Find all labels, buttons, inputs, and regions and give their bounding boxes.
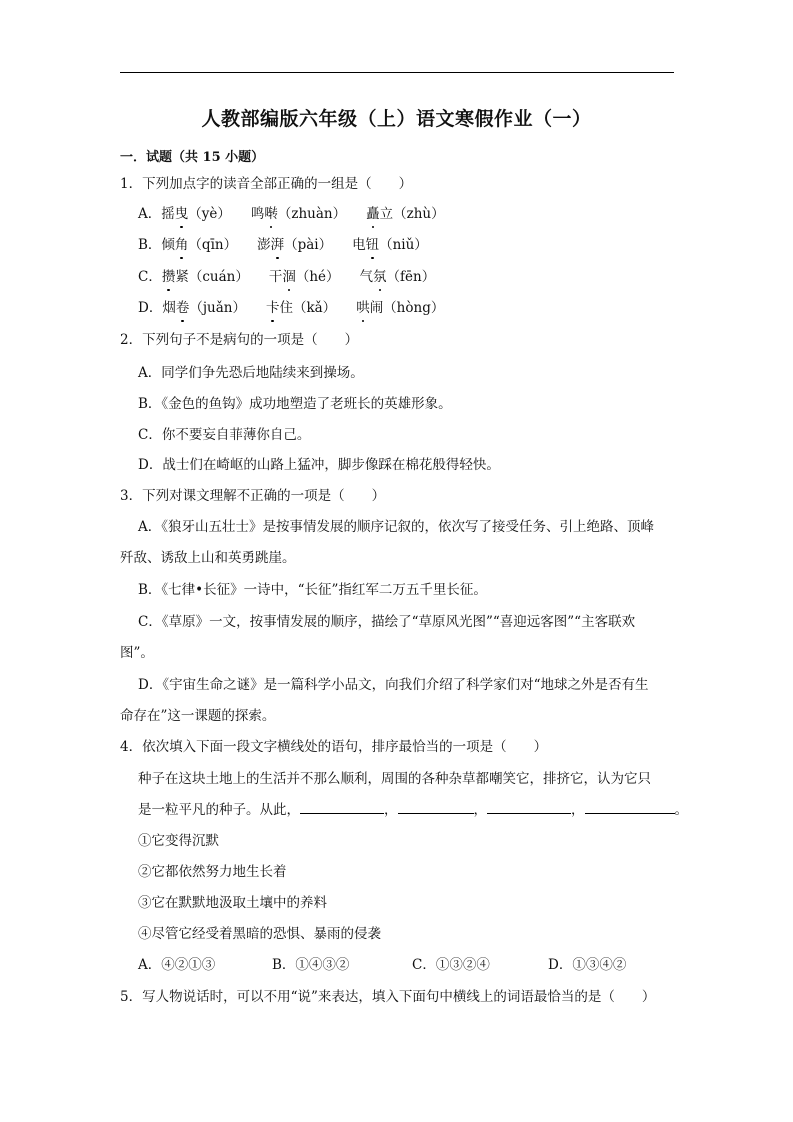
question-4-option-c[interactable]: C．①③②④: [412, 957, 490, 973]
emphasis-dot-char: 湃: [270, 237, 285, 253]
emphasis-dot-char: 角: [174, 237, 189, 253]
emphasis-dot-char: 涸: [282, 269, 296, 285]
section-heading: 一．试题（共 15 小题）: [120, 150, 265, 165]
question-4-option-d[interactable]: D．①③④②: [548, 957, 627, 973]
question-2-option-d[interactable]: D．战士们在崎岖的山路上猛冲，脚步像踩在棉花般得轻快。: [138, 457, 500, 473]
emphasis-dot-char: 钮: [365, 237, 380, 253]
question-3-option-a[interactable]: A．《狼牙山五壮士》是按事情发展的顺序记叙的，依次写了接受任务、引上绝路、顶峰: [138, 519, 654, 535]
question-3-option-c-continued: 图”。: [120, 645, 154, 661]
question-1-option-d[interactable]: D．烟卷（juǎn） 卡住（kǎ） 哄闹（hòng）: [138, 300, 445, 316]
blank-line-1[interactable]: [300, 801, 384, 814]
question-1-option-b[interactable]: B．倾角（qīn） 澎湃（pài） 电钮（niǔ）: [138, 237, 428, 253]
question-3-option-a-continued: 歼敌、诱敌上山和英勇跳崖。: [120, 550, 296, 566]
question-2-stem: 2．下列句子不是病句的一项是（ ）: [120, 332, 359, 348]
question-4-sentence-2: ②它都依然努力地生长着: [138, 864, 287, 880]
question-4-stem: 4．依次填入下面一段文字横线处的语句，排序最恰当的一项是（ ）: [120, 739, 548, 755]
question-1-option-c[interactable]: C．攒紧（cuán） 干涸（hé） 气氛（fēn）: [138, 269, 436, 285]
question-3-option-d[interactable]: D．《宇宙生命之谜》是一篇科学小品文，向我们介绍了科学家们对“地球之外是否有生: [138, 677, 649, 693]
emphasis-dot-char: 矗: [366, 206, 380, 222]
question-3-stem: 3．下列对课文理解不正确的一项是（ ）: [120, 488, 386, 504]
emphasis-dot-char: 氛: [373, 269, 387, 285]
question-1-stem: 1．下列加点字的读音全部正确的一组是（ ）: [120, 176, 413, 192]
emphasis-dot-char: 哄: [356, 300, 370, 316]
question-4-sentence-1: ①它变得沉默: [138, 833, 219, 849]
question-3-option-d-continued: 命存在”这一课题的探索。: [120, 708, 276, 724]
question-4-sentence-3: ③它在默默地汲取土壤中的养料: [138, 895, 327, 911]
question-4-passage-line-2: 是一粒平凡的种子。从此， ， ， ， 。: [138, 802, 688, 818]
blank-line-3[interactable]: [487, 801, 571, 814]
page-title: 人教部编版六年级（上）语文寒假作业（一）: [201, 108, 592, 130]
blank-line-4[interactable]: [585, 801, 675, 814]
question-4-sentence-4: ④尽管它经受着黑暗的恐惧、暴雨的侵袭: [138, 926, 381, 942]
question-2-option-c[interactable]: C．你不要妄自菲薄你自己。: [138, 427, 311, 443]
question-1-option-a[interactable]: A．摇曳（yè） 鸣啭（zhuàn） 矗立（zhù）: [138, 206, 445, 222]
question-5-stem: 5．写人物说话时，可以不用“说”来表达，填入下面句中横线上的词语最恰当的是（ ）: [120, 989, 656, 1005]
blank-line-2[interactable]: [398, 801, 474, 814]
question-2-option-a[interactable]: A．同学们争先恐后地陆续来到操场。: [138, 365, 364, 381]
question-4-option-a[interactable]: A．④②①③: [138, 957, 216, 973]
emphasis-dot-char: 卷: [175, 300, 190, 316]
emphasis-dot-char: 啭: [264, 206, 278, 222]
question-3-option-b[interactable]: B．《七律•长征》一诗中，“长征”指红军二万五千里长征。: [138, 582, 487, 598]
header-rule: [120, 72, 674, 73]
question-4-passage-line-1: 种子在这块土地上的生活并不那么顺利，周围的各种杂草都嘲笑它，排挤它，认为它只: [138, 771, 651, 787]
question-3-option-c[interactable]: C．《草原》一文，按事情发展的顺序，描绘了“草原风光图”“喜迎远客图”“主客联欢: [138, 614, 636, 630]
question-4-options: [138, 956, 626, 974]
question-4-option-b[interactable]: B．①④③②: [272, 957, 350, 973]
emphasis-dot-char: 曳: [174, 206, 189, 222]
emphasis-dot-char: 卡: [265, 300, 280, 316]
question-2-option-b[interactable]: B．《金色的鱼钩》成功地塑造了老班长的英雄形象。: [138, 396, 452, 412]
emphasis-dot-char: 攒: [161, 269, 176, 285]
